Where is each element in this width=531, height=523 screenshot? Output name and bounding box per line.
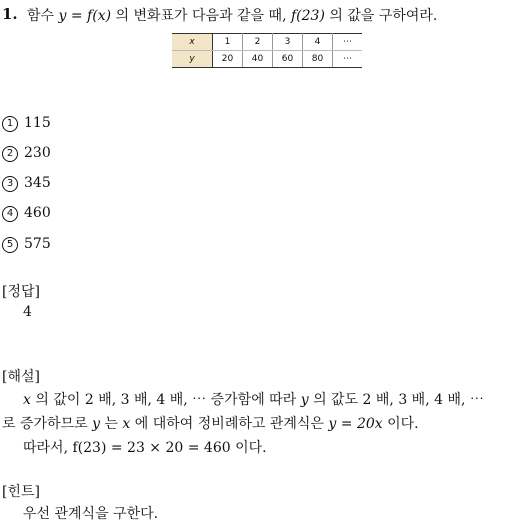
choice-value: 575 bbox=[24, 236, 51, 252]
question-text bbox=[27, 5, 437, 25]
choice-value: 230 bbox=[24, 145, 51, 161]
table-cell: 1 bbox=[213, 34, 243, 51]
question-text-pre: 함수 bbox=[27, 8, 55, 24]
table-cell: ⋯ bbox=[333, 51, 363, 68]
choice-mark: 2 bbox=[2, 146, 18, 162]
table-head-y: y bbox=[172, 51, 213, 68]
choice-5[interactable] bbox=[2, 236, 51, 253]
explanation-text: 로 증가하므로 bbox=[2, 416, 88, 432]
hint-label: [힌트] bbox=[2, 484, 40, 500]
choice-value: 460 bbox=[24, 205, 51, 221]
explanation-line-3 bbox=[23, 437, 267, 457]
hint-text: 우선 관계식을 구한다. bbox=[23, 506, 159, 522]
explanation-text: 따라서, bbox=[23, 440, 69, 456]
explanation-text: 의 값도 2 배, 3 배, 4 배, ⋯ bbox=[313, 392, 484, 408]
relation-equation: y = 20x bbox=[328, 416, 383, 432]
table-cell: 40 bbox=[243, 51, 273, 68]
var-y: y bbox=[92, 416, 100, 432]
question-number: 1. bbox=[2, 5, 18, 23]
explanation-text: 이다. bbox=[387, 416, 419, 432]
explanation-text: 의 값이 2 배, 3 배, 4 배, ⋯ 증가함에 따라 bbox=[35, 392, 297, 408]
var-x: x bbox=[23, 392, 31, 408]
choice-mark: 5 bbox=[2, 237, 18, 253]
explanation-text: 이다. bbox=[235, 440, 267, 456]
question-target: f(23) bbox=[290, 8, 325, 24]
choice-value: 345 bbox=[24, 175, 51, 191]
table-head-x: x bbox=[172, 34, 213, 51]
answer-label: [정답] bbox=[2, 284, 40, 300]
question-text-post: 의 변화표가 다음과 같을 때, bbox=[115, 8, 287, 24]
choice-1[interactable] bbox=[2, 115, 51, 132]
choice-mark: 1 bbox=[2, 116, 18, 132]
table-cell: 20 bbox=[213, 51, 243, 68]
explanation-text: 에 대하여 정비례하고 관계식은 bbox=[134, 416, 324, 432]
table-cell: 4 bbox=[303, 34, 333, 51]
variation-table bbox=[172, 33, 362, 68]
table-row-x bbox=[172, 34, 362, 51]
choice-3[interactable] bbox=[2, 175, 51, 192]
table-cell: ⋯ bbox=[333, 34, 363, 51]
explanation-text: 는 bbox=[104, 416, 118, 432]
result-equation: f(23) = 23 × 20 = 460 bbox=[72, 440, 231, 456]
choice-4[interactable] bbox=[2, 205, 51, 222]
var-y: y bbox=[300, 392, 309, 408]
table-cell: 2 bbox=[243, 34, 273, 51]
explanation-line-1 bbox=[23, 389, 484, 409]
table-row-y bbox=[172, 51, 362, 68]
question-text-end: 의 값을 구하여라. bbox=[329, 8, 438, 24]
choice-2[interactable] bbox=[2, 145, 51, 162]
choice-value: 115 bbox=[24, 115, 51, 131]
table-cell: 3 bbox=[273, 34, 303, 51]
choice-mark: 4 bbox=[2, 206, 18, 222]
explanation-label: [해설] bbox=[2, 369, 40, 385]
choice-mark: 3 bbox=[2, 176, 18, 192]
answer-value: 4 bbox=[23, 304, 32, 320]
table-cell: 60 bbox=[273, 51, 303, 68]
explanation-line-2 bbox=[2, 413, 419, 433]
var-x: x bbox=[122, 416, 131, 432]
table-cell: 80 bbox=[303, 51, 333, 68]
question-function: y = f(x) bbox=[58, 8, 112, 24]
